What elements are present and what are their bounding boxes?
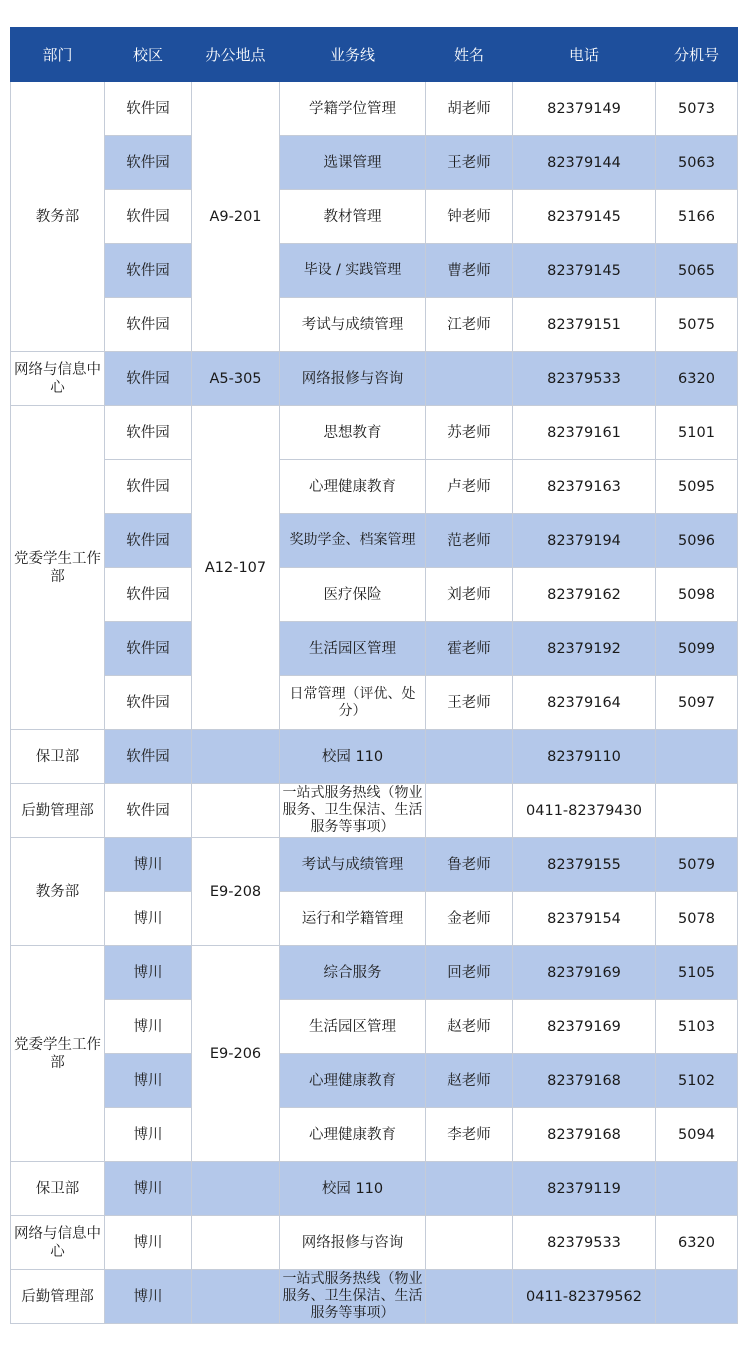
table-body [11, 82, 738, 1324]
campus-cell: 软件园 [105, 352, 192, 406]
business-line-cell: 心理健康教育 [280, 1054, 426, 1108]
campus-cell: 博川 [105, 1000, 192, 1054]
extension-cell: 5094 [656, 1108, 738, 1162]
extension-cell: 5065 [656, 244, 738, 298]
table-row [11, 514, 738, 568]
department-cell: 保卫部 [11, 730, 105, 784]
table-row [11, 1000, 738, 1054]
phone-cell: 0411-82379430 [513, 784, 656, 838]
phone-cell: 82379163 [513, 460, 656, 514]
campus-cell: 软件园 [105, 136, 192, 190]
contact-name-cell [426, 1216, 513, 1270]
contact-directory-table [10, 27, 738, 1324]
phone-cell: 82379110 [513, 730, 656, 784]
extension-cell: 6320 [656, 352, 738, 406]
phone-cell: 82379169 [513, 946, 656, 1000]
campus-cell: 软件园 [105, 730, 192, 784]
header-contact-name: 姓名 [426, 28, 513, 82]
phone-cell: 82379145 [513, 190, 656, 244]
extension-cell: 5101 [656, 406, 738, 460]
extension-cell: 5099 [656, 622, 738, 676]
phone-cell: 82379149 [513, 82, 656, 136]
business-line-cell: 思想教育 [280, 406, 426, 460]
contact-name-cell: 王老师 [426, 676, 513, 730]
table-row [11, 1054, 738, 1108]
business-line-cell: 运行和学籍管理 [280, 892, 426, 946]
office-location-cell: A12-107 [192, 406, 280, 730]
contact-name-cell: 江老师 [426, 298, 513, 352]
header-extension: 分机号 [656, 28, 738, 82]
phone-cell: 82379145 [513, 244, 656, 298]
extension-cell: 5095 [656, 460, 738, 514]
business-line-cell: 学籍学位管理 [280, 82, 426, 136]
business-line-cell: 毕设 / 实践管理 [280, 244, 426, 298]
phone-cell: 0411-82379562 [513, 1270, 656, 1324]
extension-cell [656, 1270, 738, 1324]
campus-cell: 软件园 [105, 514, 192, 568]
phone-cell: 82379161 [513, 406, 656, 460]
business-line-cell: 教材管理 [280, 190, 426, 244]
department-cell: 网络与信息中心 [11, 352, 105, 406]
extension-cell: 5166 [656, 190, 738, 244]
phone-cell: 82379169 [513, 1000, 656, 1054]
contact-name-cell: 回老师 [426, 946, 513, 1000]
campus-cell: 博川 [105, 946, 192, 1000]
campus-cell: 博川 [105, 1054, 192, 1108]
department-cell: 保卫部 [11, 1162, 105, 1216]
extension-cell: 5075 [656, 298, 738, 352]
business-line-cell: 生活园区管理 [280, 1000, 426, 1054]
department-cell: 党委学生工作部 [11, 406, 105, 730]
table-row [11, 1162, 738, 1216]
table-row [11, 1108, 738, 1162]
phone-cell: 82379533 [513, 1216, 656, 1270]
table-row [11, 190, 738, 244]
phone-cell: 82379144 [513, 136, 656, 190]
contact-name-cell: 苏老师 [426, 406, 513, 460]
business-line-cell: 一站式服务热线（物业服务、卫生保洁、生活服务等事项） [280, 784, 426, 838]
contact-name-cell: 曹老师 [426, 244, 513, 298]
department-cell: 党委学生工作部 [11, 946, 105, 1162]
extension-cell: 5098 [656, 568, 738, 622]
office-location-cell: E9-206 [192, 946, 280, 1162]
business-line-cell: 生活园区管理 [280, 622, 426, 676]
contact-name-cell: 鲁老师 [426, 838, 513, 892]
phone-cell: 82379192 [513, 622, 656, 676]
phone-cell: 82379194 [513, 514, 656, 568]
extension-cell: 5079 [656, 838, 738, 892]
business-line-cell: 选课管理 [280, 136, 426, 190]
business-line-cell: 考试与成绩管理 [280, 838, 426, 892]
table-row [11, 244, 738, 298]
campus-cell: 博川 [105, 838, 192, 892]
business-line-cell: 校园 110 [280, 730, 426, 784]
phone-cell: 82379154 [513, 892, 656, 946]
office-location-cell: E9-208 [192, 838, 280, 946]
contact-name-cell [426, 784, 513, 838]
extension-cell: 5102 [656, 1054, 738, 1108]
office-location-cell [192, 784, 280, 838]
phone-cell: 82379164 [513, 676, 656, 730]
phone-cell: 82379119 [513, 1162, 656, 1216]
table-row [11, 460, 738, 514]
business-line-cell: 考试与成绩管理 [280, 298, 426, 352]
business-line-cell: 医疗保险 [280, 568, 426, 622]
extension-cell: 5073 [656, 82, 738, 136]
header-business-line: 业务线 [280, 28, 426, 82]
phone-cell: 82379168 [513, 1054, 656, 1108]
campus-cell: 博川 [105, 1270, 192, 1324]
contact-name-cell: 霍老师 [426, 622, 513, 676]
campus-cell: 博川 [105, 1216, 192, 1270]
business-line-cell: 网络报修与咨询 [280, 352, 426, 406]
table-row [11, 406, 738, 460]
office-location-cell [192, 1270, 280, 1324]
department-cell: 后勤管理部 [11, 784, 105, 838]
table-row [11, 568, 738, 622]
campus-cell: 软件园 [105, 406, 192, 460]
contact-name-cell [426, 352, 513, 406]
contact-name-cell [426, 1162, 513, 1216]
campus-cell: 博川 [105, 892, 192, 946]
extension-cell: 5078 [656, 892, 738, 946]
header-row [11, 28, 738, 82]
table-row [11, 82, 738, 136]
business-line-cell: 心理健康教育 [280, 460, 426, 514]
office-location-cell: A5-305 [192, 352, 280, 406]
contact-name-cell: 卢老师 [426, 460, 513, 514]
header-office-location: 办公地点 [192, 28, 280, 82]
business-line-cell: 一站式服务热线（物业服务、卫生保洁、生活服务等事项） [280, 1270, 426, 1324]
campus-cell: 软件园 [105, 676, 192, 730]
office-location-cell [192, 1216, 280, 1270]
extension-cell [656, 730, 738, 784]
table-row [11, 136, 738, 190]
table-row [11, 298, 738, 352]
campus-cell: 软件园 [105, 460, 192, 514]
business-line-cell: 奖助学金、档案管理 [280, 514, 426, 568]
extension-cell: 5105 [656, 946, 738, 1000]
contact-name-cell: 赵老师 [426, 1054, 513, 1108]
extension-cell [656, 1162, 738, 1216]
table-row [11, 1216, 738, 1270]
table-row [11, 352, 738, 406]
contact-name-cell [426, 730, 513, 784]
table-row [11, 838, 738, 892]
campus-cell: 软件园 [105, 244, 192, 298]
table-row [11, 892, 738, 946]
table-row [11, 946, 738, 1000]
campus-cell: 软件园 [105, 82, 192, 136]
table-header [11, 28, 738, 82]
table-row [11, 1270, 738, 1324]
extension-cell [656, 784, 738, 838]
contact-name-cell: 李老师 [426, 1108, 513, 1162]
business-line-cell: 校园 110 [280, 1162, 426, 1216]
extension-cell: 5103 [656, 1000, 738, 1054]
contact-name-cell: 王老师 [426, 136, 513, 190]
campus-cell: 软件园 [105, 298, 192, 352]
department-cell: 教务部 [11, 838, 105, 946]
contact-name-cell: 范老师 [426, 514, 513, 568]
header-phone: 电话 [513, 28, 656, 82]
business-line-cell: 综合服务 [280, 946, 426, 1000]
extension-cell: 5063 [656, 136, 738, 190]
phone-cell: 82379151 [513, 298, 656, 352]
campus-cell: 软件园 [105, 622, 192, 676]
campus-cell: 博川 [105, 1108, 192, 1162]
header-department: 部门 [11, 28, 105, 82]
contact-name-cell: 金老师 [426, 892, 513, 946]
office-location-cell [192, 1162, 280, 1216]
business-line-cell: 网络报修与咨询 [280, 1216, 426, 1270]
phone-cell: 82379168 [513, 1108, 656, 1162]
campus-cell: 软件园 [105, 568, 192, 622]
contact-name-cell: 赵老师 [426, 1000, 513, 1054]
contact-name-cell [426, 1270, 513, 1324]
extension-cell: 6320 [656, 1216, 738, 1270]
phone-cell: 82379533 [513, 352, 656, 406]
department-cell: 教务部 [11, 82, 105, 352]
extension-cell: 5097 [656, 676, 738, 730]
contact-name-cell: 刘老师 [426, 568, 513, 622]
campus-cell: 软件园 [105, 190, 192, 244]
header-campus: 校区 [105, 28, 192, 82]
table-row [11, 730, 738, 784]
office-location-cell: A9-201 [192, 82, 280, 352]
contact-name-cell: 胡老师 [426, 82, 513, 136]
table-row [11, 676, 738, 730]
contact-name-cell: 钟老师 [426, 190, 513, 244]
campus-cell: 软件园 [105, 784, 192, 838]
extension-cell: 5096 [656, 514, 738, 568]
department-cell: 后勤管理部 [11, 1270, 105, 1324]
department-cell: 网络与信息中心 [11, 1216, 105, 1270]
table-row [11, 784, 738, 838]
campus-cell: 博川 [105, 1162, 192, 1216]
business-line-cell: 日常管理（评优、处分） [280, 676, 426, 730]
phone-cell: 82379162 [513, 568, 656, 622]
table-row [11, 622, 738, 676]
office-location-cell [192, 730, 280, 784]
phone-cell: 82379155 [513, 838, 656, 892]
business-line-cell: 心理健康教育 [280, 1108, 426, 1162]
